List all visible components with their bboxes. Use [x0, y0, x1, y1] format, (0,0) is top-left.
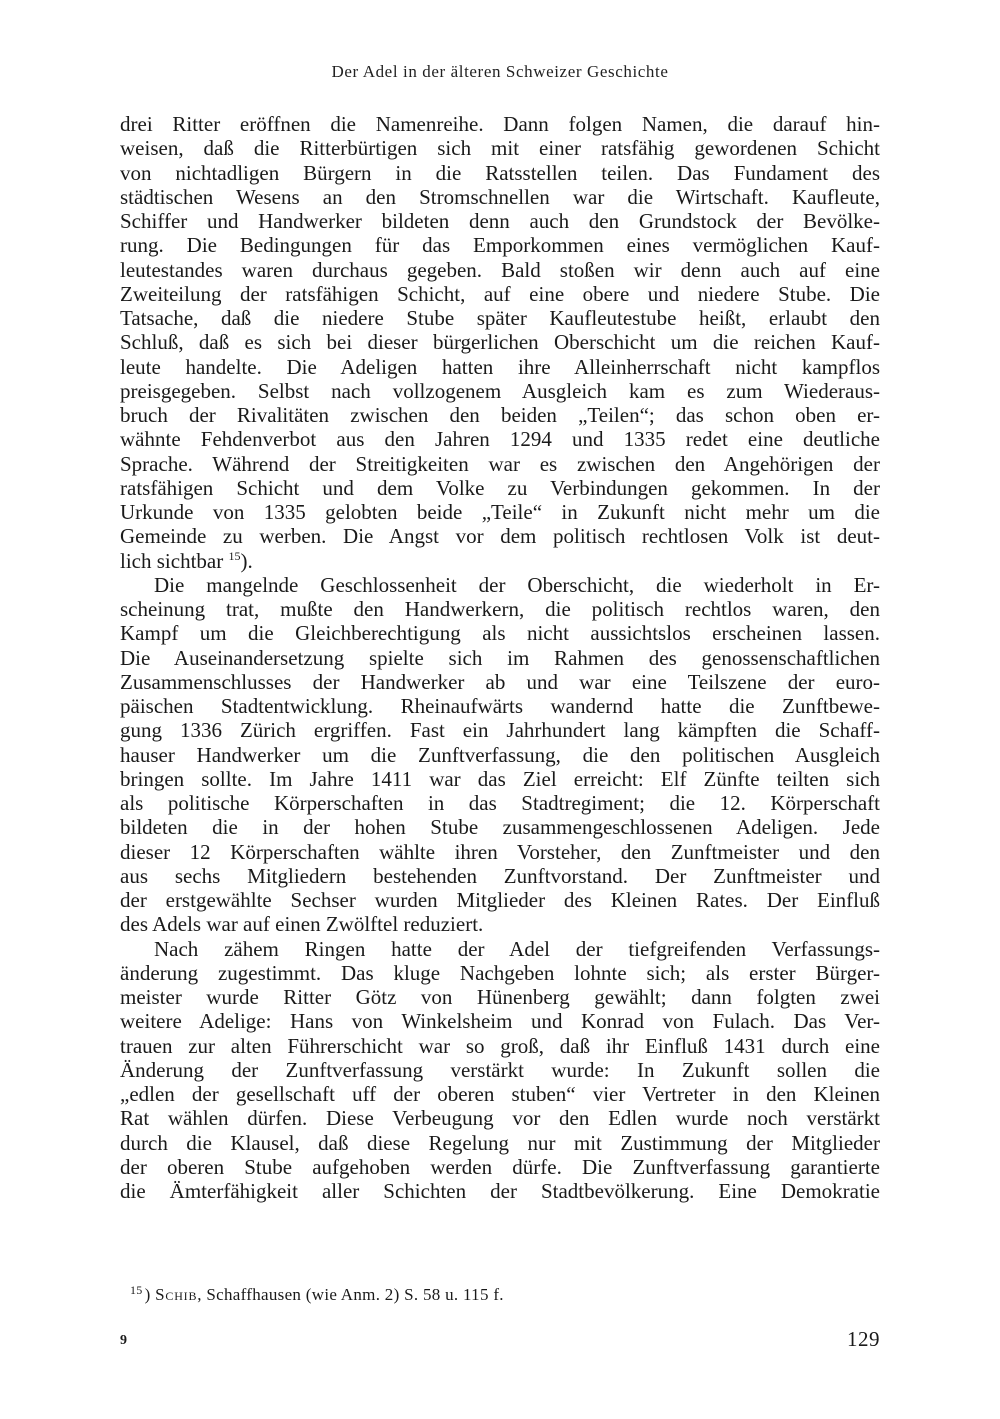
text-line: änderung zugestimmt. Das kluge Nachgeben lohnte sich; als erster Bürger-: [120, 960, 880, 985]
text-line: weitere Adelige: Hans von Winkelsheim und Konrad von Fulach. Das Ver-: [120, 1009, 880, 1034]
text-line: Änderung der Zunftverfassung verstärkt wurde: In Zukunft sollen die: [120, 1057, 880, 1082]
text-line: die Ämterfähigkeit aller Schichten der Stadtbevölkerung. Eine Demokratie: [120, 1179, 880, 1203]
paragraph: [120, 937, 880, 1204]
text-line: Nach zähem Ringen hatte der Adel der tiefgreifenden Verfassungs-: [154, 936, 880, 961]
text-line: Urkunde von 1335 gelobten beide „Teile“ in Zukunft nicht mehr um die: [120, 500, 880, 524]
footnote-reference: 15: [228, 548, 241, 563]
text-line: leute handelte. Die Adeligen hatten ihre Alleinherrschaft nicht kampflos: [120, 354, 880, 379]
text-line: Die mangelnde Geschlossenheit der Oberschicht, die wiederholt in Er-: [154, 572, 880, 597]
text-line: [120, 549, 880, 573]
text-line: wähnte Fehdenverbot aus den Jahren 1294 und 1335 redet eine deutliche: [120, 427, 880, 452]
text-line: meister wurde Ritter Götz von Hünenberg gewählt; dann folgten zwei: [120, 985, 880, 1009]
text-line: [120, 912, 880, 936]
footnote-text: , Schaffhausen (wie Anm. 2) S. 58 u. 115 f.: [197, 1285, 504, 1304]
text-line-content: des Adels war auf einen Zwölftel reduziert.: [120, 912, 484, 937]
text-line: hauser Handwerker um die Zunftverfassung, die den politischen Ausgleich: [120, 742, 880, 767]
text-line: Rat wählen dürfen. Diese Verbeugung vor den Edlen wurde noch verstärkt: [120, 1106, 880, 1131]
body-text: [120, 112, 880, 1203]
footnote-mark: 15: [130, 1283, 143, 1297]
text-line: der erstgewählte Sechser wurden Mitglieder des Kleinen Rates. Der Einfluß: [120, 888, 880, 912]
text-line: als politische Körperschaften in das Stadtregiment; die 12. Körperschaft: [120, 791, 880, 815]
page-number: 129: [847, 1327, 880, 1351]
signature-mark: 9: [120, 1333, 127, 1348]
text-line: weisen, daß die Ritterbürtigen sich mit einer ratsfähig gewordenen Schicht: [120, 136, 880, 161]
text-line: dieser 12 Körperschaften wählte ihren Vorsteher, den Zunftmeister und den: [120, 839, 880, 864]
text-line: „edlen der gesellschaft uff der oberen stuben“ vier Vertreter in den Kleinen: [120, 1082, 880, 1106]
text-line: trauen zur alten Führerschicht war so groß, daß ihr Einfluß 1431 durch eine: [120, 1033, 880, 1058]
text-line: der oberen Stube aufgehoben werden dürfe. Die Zunftverfassung garantierte: [120, 1154, 880, 1179]
footnote-author: Schib: [155, 1285, 198, 1304]
text-line: leutestandes waren durchaus gegeben. Bald stoßen wir denn auch auf eine: [120, 257, 880, 282]
text-line: bruch der Rivalitäten zwischen den beiden „Teilen“; das schon oben er-: [120, 403, 880, 427]
text-line: preisgegeben. Selbst nach vollzogenem Ausgleich kam es zum Wiederaus-: [120, 378, 880, 403]
paragraph: [120, 112, 880, 573]
text-line: von nichtadligen Bürgern in die Ratsstellen teilen. Das Fundament des: [120, 160, 880, 185]
text-line: Zweiteilung der ratsfähigen Schicht, auf eine obere und niedere Stube. Die: [120, 281, 880, 306]
text-line: ratsfähigen Schicht und dem Volke zu Verbindungen gekommen. In der: [120, 475, 880, 500]
text-line: Zusammenschlusses der Handwerker ab und war eine Teilszene der euro-: [120, 669, 880, 694]
text-line: durch die Klausel, daß diese Regelung nur mit Zustimmung der Mitglieder: [120, 1130, 880, 1155]
paragraph: [120, 573, 880, 937]
text-line: aus sechs Mitgliedern bestehenden Zunftvorstand. Der Zunftmeister und: [120, 863, 880, 888]
text-line: Sprache. Während der Streitigkeiten war es zwischen den Angehörigen der: [120, 451, 880, 476]
text-line: Gemeinde zu werben. Die Angst vor dem politisch rechtlosen Volk ist deut-: [120, 524, 880, 549]
footnote-mark-close: ): [144, 1285, 151, 1304]
text-line: bringen sollte. Im Jahre 1411 war das Ziel erreicht: Elf Zünfte teilten sich: [120, 766, 880, 791]
text-line: Die Auseinandersetzung spielte sich im Rahmen des genossenschaftlichen: [120, 645, 880, 670]
text-line: gung 1336 Zürich ergriffen. Fast ein Jahrhundert lang kämpften die Schaff-: [120, 718, 880, 743]
text-line: städtischen Wesens an den Stromschnellen war die Wirtschaft. Kaufleute,: [120, 184, 880, 209]
footnote: [130, 1283, 870, 1305]
text-line: Schiffer und Handwerker bildeten denn auch den Grundstock der Bevölke-: [120, 209, 880, 233]
running-head: Der Adel in der älteren Schweizer Geschichte: [331, 62, 669, 81]
text-line: rung. Die Bedingungen für das Emporkommen eines vermöglichen Kauf-: [120, 233, 880, 258]
text-line: drei Ritter eröffnen die Namenreihe. Dann folgen Namen, die darauf hin-: [120, 112, 880, 136]
text-line: Schluß, daß es sich bei dieser bürgerlichen Oberschicht um die reichen Kauf-: [120, 330, 880, 355]
text-line: päischen Stadtentwicklung. Rheinaufwärts wandernd hatte die Zunftbewe-: [120, 694, 880, 718]
text-line: Tatsache, daß die niedere Stube später Kaufleutestube heißt, erlaubt den: [120, 306, 880, 330]
text-line: scheinung trat, mußte den Handwerkern, die politisch rechtlos waren, den: [120, 597, 880, 621]
text-line-content: lich sichtbar: [120, 548, 224, 573]
text-line: bildeten die in der hohen Stube zusammengeschlossenen Adeligen. Jede: [120, 815, 880, 840]
text-line-tail: ).: [240, 548, 253, 573]
text-line: Kampf um die Gleichberechtigung als nicht aussichtslos erscheinen lassen.: [120, 621, 880, 646]
